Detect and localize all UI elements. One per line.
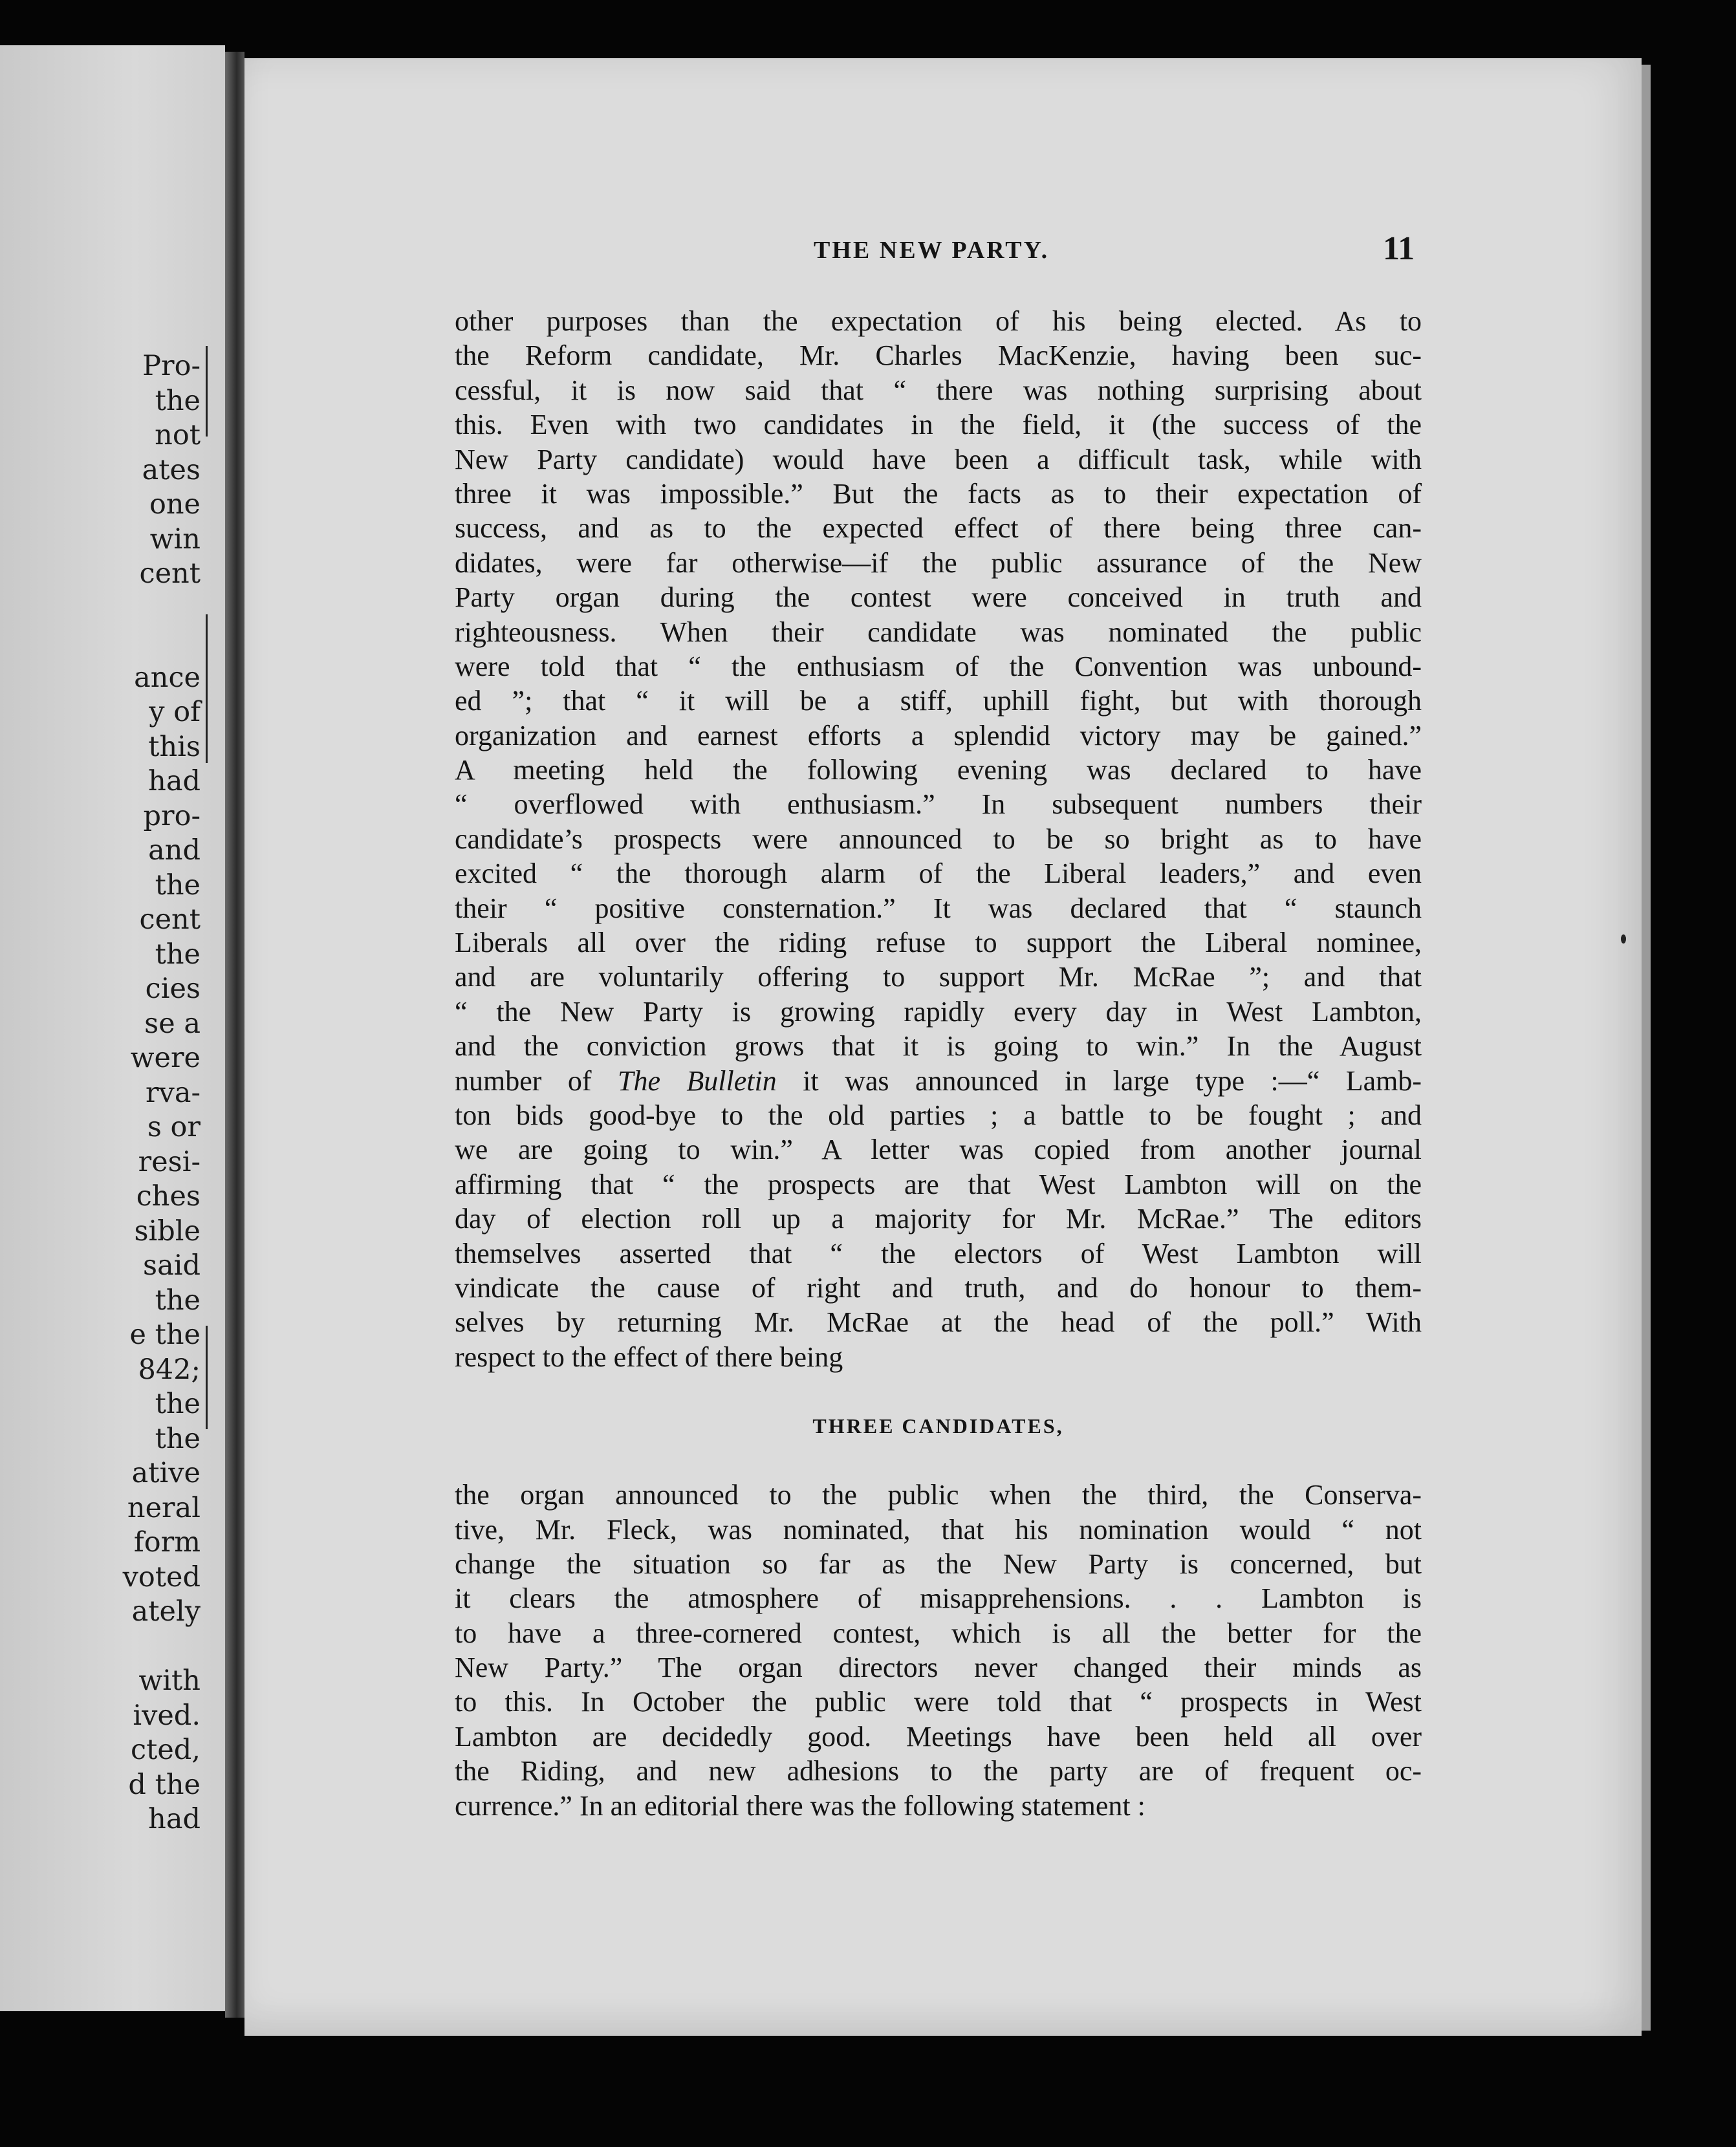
fragment-line: the (155, 869, 201, 901)
fragment-line: ance (134, 661, 201, 694)
fragment-line: Pro- (142, 350, 201, 382)
fragment-line: the (155, 1284, 201, 1317)
text-line: didates, were far otherwise—if the public assurance of the New (455, 546, 1422, 579)
fragment-line: ative (131, 1457, 201, 1489)
fragment-line: rva- (145, 1076, 201, 1109)
text-line: Lambton are decidedly good. Meetings have been held all over (455, 1720, 1422, 1753)
fragment-line: cies (145, 973, 201, 1005)
fragment-line (123, 592, 201, 627)
book-gutter (225, 52, 244, 2018)
fragment-line: had (148, 765, 201, 797)
text-line: Liberals all over the riding refuse to support the Liberal nominee, (455, 927, 1422, 959)
text-line: respect to the effect of there being (455, 1341, 843, 1373)
text-line: ton bids good-bye to the old parties ; a battle to be fought ; and (455, 1099, 1422, 1131)
text-line: to have a three-cornered contest, which is all the better for the (455, 1617, 1422, 1649)
fragment-line: had (148, 1803, 201, 1835)
text-line: A meeting held the following evening was declared to have (455, 754, 1422, 786)
fragment-line (123, 1630, 201, 1665)
text-line: currence.” In an editorial there was the following statement : (455, 1789, 1145, 1822)
fragment-line: the (155, 1422, 201, 1455)
text-line: number of The Bulletin it was announced in large type :—“ Lamb- (455, 1064, 1422, 1097)
margin-rule (206, 346, 208, 437)
text-line: and are voluntarily offering to support Mr. McRae ”; and that (455, 961, 1422, 993)
periodical-title: The Bulletin (617, 1064, 777, 1097)
text-line: we are going to win.” A letter was copied from another journal (455, 1134, 1422, 1166)
fragment-line: ches (136, 1180, 201, 1213)
page-edge (1642, 65, 1651, 2031)
text-line: day of election roll up a majority for Mr. McRae.” The editors (455, 1203, 1422, 1235)
fragment-line: voted (122, 1560, 201, 1593)
fragment-line: and (148, 834, 201, 867)
text-line: “ overflowed with enthusiasm.” In subsequent numbers their (455, 788, 1422, 821)
text-line: the Reform candidate, Mr. Charles MacKenzie, having been suc- (455, 340, 1422, 372)
text-line: the Riding, and new adhesions to the party are of frequent oc- (455, 1755, 1422, 1787)
text-line: tive, Mr. Fleck, was nominated, that his nomination would “ not (455, 1513, 1422, 1546)
section-heading: THREE CANDIDATES, (812, 1414, 1064, 1438)
body-text (455, 304, 1422, 1823)
text-line: and the conviction grows that it is going to win.” In the August (455, 1030, 1422, 1063)
text-line: cessful, it is now said that “ there was nothing surprising about (455, 374, 1422, 406)
text-line: it clears the atmosphere of misapprehensions. . . Lambton is (455, 1582, 1422, 1615)
fragment-line: cted, (130, 1734, 201, 1766)
text-line: vindicate the cause of right and truth, and do honour to them- (455, 1271, 1422, 1304)
text-line: candidate’s prospects were announced to be so bright as to have (455, 823, 1422, 855)
fragment-line: y of (149, 696, 201, 728)
fragment-line: ately (131, 1595, 201, 1628)
fragment-line: the (155, 384, 201, 417)
text-line: selves by returning Mr. McRae at the head of the poll.” With (455, 1306, 1422, 1339)
page-number: 11 (1383, 230, 1415, 267)
text-line: excited “ the thorough alarm of the Liberal leaders,” and even (455, 858, 1422, 890)
fragment-line: 842; (138, 1353, 201, 1386)
fragment-line: ived. (133, 1699, 201, 1732)
fragment-line: se a (144, 1007, 201, 1040)
fragment-line: not (155, 419, 201, 451)
fragment-line: with (138, 1665, 201, 1697)
text-line: their “ positive consternation.” It was declared that “ staunch (455, 892, 1422, 924)
fragment-line: this (148, 730, 201, 763)
text-line: New Party candidate) would have been a difficult task, while with (455, 443, 1422, 475)
ink-speck (1621, 934, 1626, 944)
text-line: the organ announced to the public when the third, the Conserva- (455, 1479, 1422, 1511)
left-page (0, 45, 225, 2011)
fragment-line (123, 626, 201, 661)
text-line: themselves asserted that “ the electors of West Lambton will (455, 1237, 1422, 1269)
margin-rule (206, 614, 208, 763)
text-line: New Party.” The organ directors never changed their minds as (455, 1652, 1422, 1684)
text-line: success, and as to the expected effect of there being three can- (455, 512, 1422, 545)
text-line: other purposes than the expectation of his being elected. As to (455, 305, 1422, 337)
fragment-line: the (155, 938, 201, 971)
fragment-line: form (133, 1526, 201, 1559)
fragment-line: sible (134, 1214, 201, 1247)
fragment-line: s or (147, 1111, 201, 1143)
paragraph-1 (455, 304, 1422, 1374)
text-line: change the situation so far as the New Party is concerned, but (455, 1548, 1422, 1580)
fragment-line: cent (139, 557, 201, 590)
fragment-line: were (130, 1042, 201, 1074)
margin-rule (206, 1326, 208, 1429)
text-line: three it was impossible.” But the facts as to their expectation of (455, 477, 1422, 510)
text-line: ed ”; that “ it will be a stiff, uphill fight, but with thorough (455, 685, 1422, 717)
fragment-line: neral (127, 1491, 201, 1524)
fragment-line: one (149, 488, 201, 521)
right-page (244, 58, 1642, 2036)
fragment-line: said (143, 1249, 201, 1282)
text-line: were told that “ the enthusiasm of the Convention was unbound- (455, 650, 1422, 682)
fragment-line: d the (128, 1768, 201, 1801)
fragment-line: pro- (143, 799, 201, 832)
text-line: affirming that “ the prospects are that West Lambton will on the (455, 1168, 1422, 1200)
paragraph-2 (455, 1478, 1422, 1823)
running-title: THE NEW PARTY. (814, 237, 1050, 264)
fragment-line: win (149, 523, 201, 556)
fragment-line: resi- (138, 1145, 201, 1178)
text-line: to this. In October the public were told that “ prospects in West (455, 1686, 1422, 1718)
text-line: “ the New Party is growing rapidly every day in West Lambton, (455, 995, 1422, 1028)
text-line: Party organ during the contest were conceived in truth and (455, 581, 1422, 614)
text-line: organization and earnest efforts a splendid victory may be gained.” (455, 719, 1422, 751)
fragment-line: cent (139, 903, 201, 936)
text-line: righteousness. When their candidate was nominated the public (455, 616, 1422, 648)
fragment-line: ates (142, 453, 201, 486)
left-page-text-fragments (123, 349, 201, 1837)
fragment-line: the (155, 1388, 201, 1420)
fragment-line: e the (129, 1319, 201, 1351)
text-line: this. Even with two candidates in the field, it (the success of the (455, 409, 1422, 441)
